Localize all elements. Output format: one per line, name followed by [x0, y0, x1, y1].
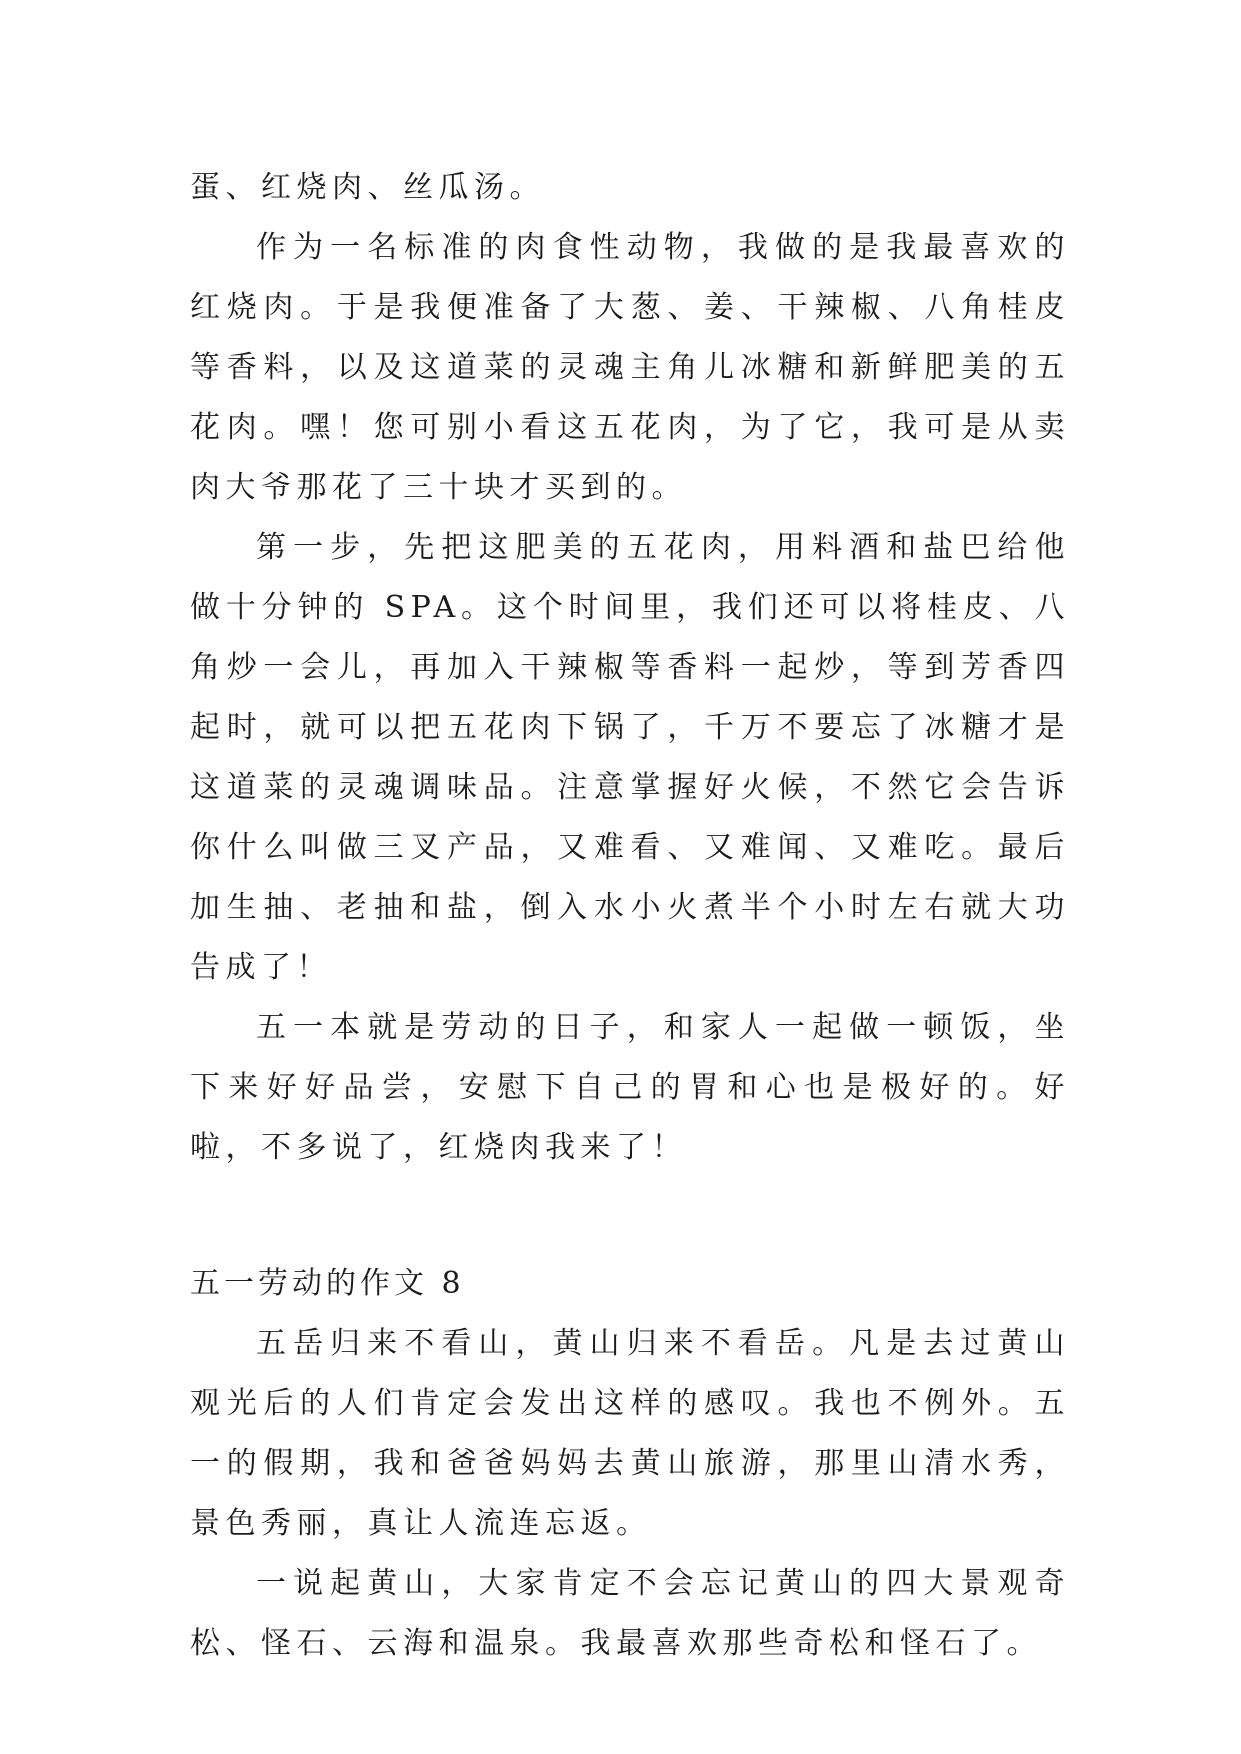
paragraph-braised-pork-prep: 作为一名标准的肉食性动物，我做的是我最喜欢的红烧肉。于是我便准备了大葱、姜、干辣椒、八角桂皮等香料，以及这道菜的灵魂主角儿冰糖和新鲜肥美的五花肉。嘿！您可别小看这五花肉，为了它，我可是从卖肉大爷那花了三十块才买到的。: [190, 230, 1070, 505]
paragraph-labor-day-conclusion: 五一本就是劳动的日子，和家人一起做一顿饭，坐下来好好品尝，安慰下自己的胃和心也是极好的。好啦，不多说了，红烧肉我来了！: [190, 1010, 1070, 1165]
paragraph-huangshan-scenery: 一说起黄山，大家肯定不会忘记黄山的四大景观奇松、怪石、云海和温泉。我最喜欢那些奇松和怪石了。: [190, 1566, 1070, 1661]
lead-fragment: 蛋、红烧肉、丝瓜汤。: [190, 170, 545, 205]
paragraph-huangshan-intro: 五岳归来不看山，黄山归来不看岳。凡是去过黄山观光后的人们肯定会发出这样的感叹。我也不例外。五一的假期，我和爸爸妈妈去黄山旅游，那里山清水秀，景色秀丽，真让人流连忘返。: [190, 1326, 1070, 1541]
section-title: 五一劳动的作文 8: [190, 1266, 465, 1301]
document-body: [190, 158, 1070, 1674]
paragraph-cooking-steps: 第一步，先把这肥美的五花肉，用料酒和盐巴给他做十分钟的 SPA。这个时间里，我们还可以将桂皮、八角炒一会儿，再加入干辣椒等香料一起炒，等到芳香四起时，就可以把五花肉下锅了，千万不要忘了冰糖才是这道菜的灵魂调味品。注意掌握好火候，不然它会告诉你什么叫做三叉产品，又难看、又难闻、又难吃。最后加生抽、老抽和盐，倒入水小火煮半个小时左右就大功告成了！: [190, 530, 1070, 985]
section-spacer: [190, 1178, 1070, 1254]
